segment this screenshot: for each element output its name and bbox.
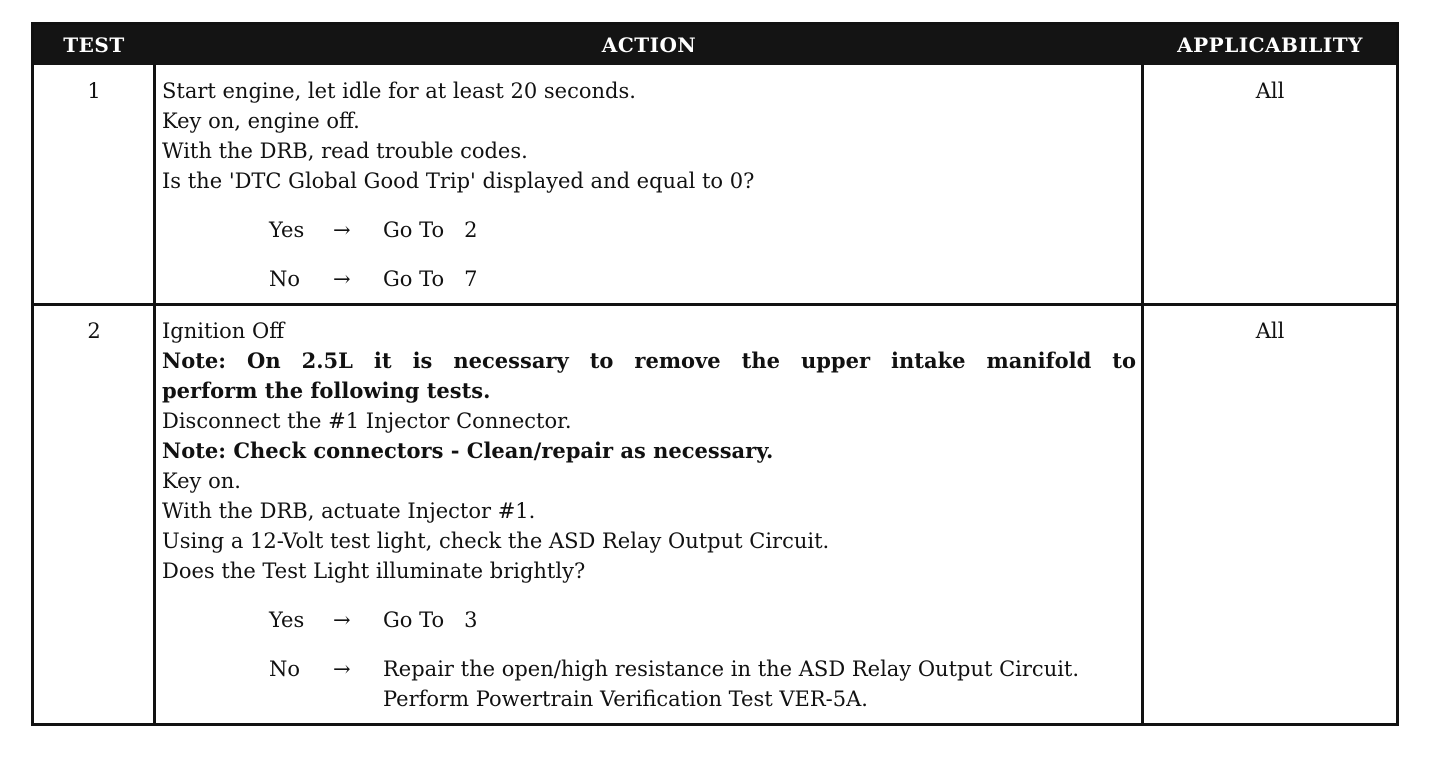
action-step: Using a 12-Volt test light, check the ASD Relay Output Circuit. xyxy=(162,529,830,553)
action-question: Is the 'DTC Global Good Trip' displayed and equal to 0? xyxy=(162,169,755,193)
yes-branch xyxy=(162,605,1136,635)
no-result-line: Repair the open/high resistance in the ASD Relay Output Circuit. xyxy=(383,657,1080,681)
note-continued: perform the following tests. xyxy=(162,378,491,403)
action-cell xyxy=(162,316,1136,714)
action-step: Key on. xyxy=(162,469,241,493)
no-result-line: Perform Powertrain Verification Test VER-5A. xyxy=(383,687,868,711)
arrow-icon: → xyxy=(333,218,351,242)
note: Note: On 2.5L it is necessary to remove the upper intake manifold to xyxy=(162,348,1136,373)
arrow-icon: → xyxy=(333,608,351,632)
action-step: With the DRB, actuate Injector #1. xyxy=(162,499,536,523)
action-step: Disconnect the #1 Injector Connector. xyxy=(162,409,572,433)
column-divider xyxy=(153,65,156,723)
column-divider xyxy=(1141,65,1144,723)
action-step: Ignition Off xyxy=(162,319,285,343)
yes-label: Yes xyxy=(269,608,305,632)
header-test: TEST xyxy=(63,33,125,57)
arrow-icon: → xyxy=(333,267,351,291)
test-number: 1 xyxy=(87,79,101,103)
no-branch xyxy=(162,264,1136,294)
row-divider xyxy=(34,303,1396,306)
action-cell xyxy=(162,76,1136,294)
no-label: No xyxy=(269,267,301,291)
action-step: Key on, engine off. xyxy=(162,109,360,133)
no-result: Go To 7 xyxy=(383,267,478,291)
table-header xyxy=(34,25,1396,65)
no-label: No xyxy=(269,657,301,681)
no-result xyxy=(383,654,1079,714)
no-branch xyxy=(162,654,1136,714)
diagnostic-table xyxy=(31,22,1399,726)
note: Note: Check connectors - Clean/repair as necessary. xyxy=(162,438,774,463)
yes-result: Go To 3 xyxy=(383,608,478,632)
header-action: ACTION xyxy=(601,33,697,57)
applicability-value: All xyxy=(1255,319,1285,343)
applicability-value: All xyxy=(1255,79,1285,103)
action-question: Does the Test Light illuminate brightly? xyxy=(162,559,586,583)
yes-branch xyxy=(162,215,1136,245)
yes-result: Go To 2 xyxy=(383,218,478,242)
action-step: Start engine, let idle for at least 20 seconds. xyxy=(162,79,636,103)
header-applicability: APPLICABILITY xyxy=(1177,33,1363,57)
arrow-icon: → xyxy=(333,657,351,681)
test-number: 2 xyxy=(87,319,101,343)
yes-label: Yes xyxy=(269,218,305,242)
action-step: With the DRB, read trouble codes. xyxy=(162,139,528,163)
